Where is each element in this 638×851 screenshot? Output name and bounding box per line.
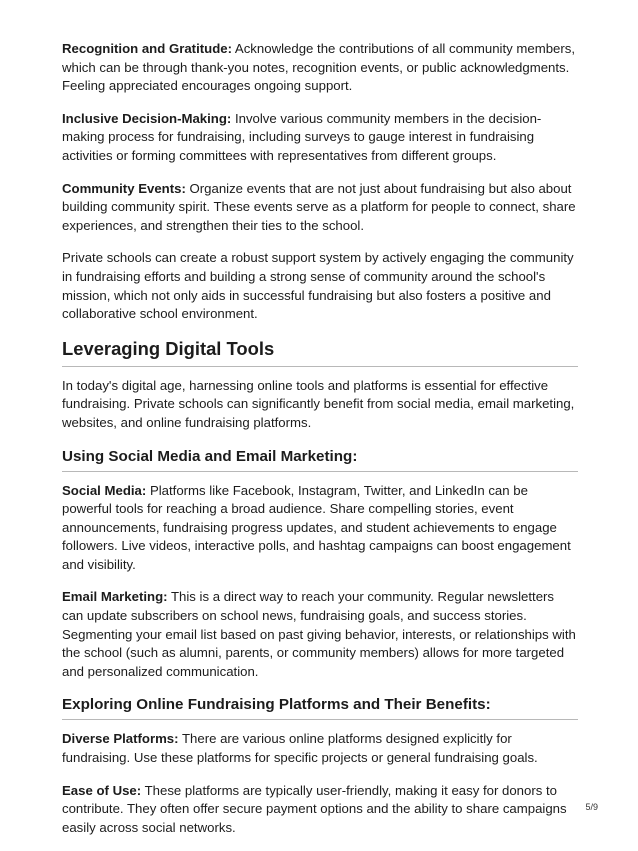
paragraph-diverse-platforms bbox=[62, 730, 578, 767]
paragraph-label: Social Media: bbox=[62, 482, 147, 498]
document-page bbox=[62, 40, 578, 851]
paragraph-social-media bbox=[62, 482, 578, 575]
paragraph-ease-of-use bbox=[62, 782, 578, 838]
paragraph-community-events bbox=[62, 180, 578, 236]
paragraph-label: Email Marketing: bbox=[62, 589, 168, 605]
section-heading-digital-tools: Leveraging Digital Tools bbox=[62, 338, 578, 367]
subsection-heading-online-platforms: Exploring Online Fundraising Platforms and Their Benefits: bbox=[62, 695, 578, 720]
paragraph-recognition bbox=[62, 40, 578, 96]
paragraph-label: Diverse Platforms: bbox=[62, 731, 179, 747]
paragraph-text: Acknowledge the contributions of all community members, which can be through thank-you notes, recognition events, or public acknowledgments. Feeling appreciated encourages ongoing support. bbox=[62, 41, 576, 94]
paragraph-label: Community Events: bbox=[62, 180, 186, 196]
paragraph-text: There are various online platforms designed explicitly for fundraising. Use these platforms for specific projects or general fundraising goals. bbox=[62, 731, 538, 766]
paragraph-text: Involve various community members in the decision-making process for fundraising, including surveys to gauge interest in fundraising activities or forming committees with representatives from different groups. bbox=[62, 110, 542, 163]
paragraph-text: Platforms like Facebook, Instagram, Twitter, and LinkedIn can be powerful tools for reaching a broad audience. Share compelling stories, event announcements, fundraising progress updates, and student achievements to engage followers. Live videos, interactive polls, and hashtag campaigns can boost engagement and visibility. bbox=[62, 482, 571, 572]
paragraph-inclusive-decision bbox=[62, 110, 578, 166]
paragraph-text: These platforms are typically user-friendly, making it easy for donors to contribute. They often offer secure payment options and the ability to share campaigns easily across social networks. bbox=[62, 782, 567, 835]
subsection-heading-social-email: Using Social Media and Email Marketing: bbox=[62, 447, 578, 472]
digital-tools-intro: In today's digital age, harnessing online tools and platforms is essential for effective fundraising. Private schools can significantly benefit from social media, email marketing, websites, and online fundraising platforms. bbox=[62, 377, 575, 430]
summary-paragraph: Private schools can create a robust support system by actively engaging the community in fundraising efforts and building a strong sense of community around the school's mission, which not only aids in successful fundraising but also fosters a positive and collaborative school environment. bbox=[62, 250, 574, 322]
paragraph-label: Inclusive Decision-Making: bbox=[62, 110, 232, 126]
paragraph-email-marketing bbox=[62, 588, 578, 681]
page-number: 5/9 bbox=[585, 802, 598, 812]
paragraph-text: Organize events that are not just about fundraising but also about building community spirit. These events serve as a platform for people to connect, share experiences, and strengthen their ties to the school. bbox=[62, 180, 576, 233]
paragraph-label: Ease of Use: bbox=[62, 782, 142, 798]
paragraph-label: Recognition and Gratitude: bbox=[62, 41, 232, 56]
paragraph-text: This is a direct way to reach your community. Regular newsletters can update subscribers on school news, fundraising goals, and success stories. Segmenting your email list based on past giving behavior, interests, or relationships with the school (such as alumni, parents, or community members) allows for more targeted and personalized communication. bbox=[62, 589, 576, 679]
